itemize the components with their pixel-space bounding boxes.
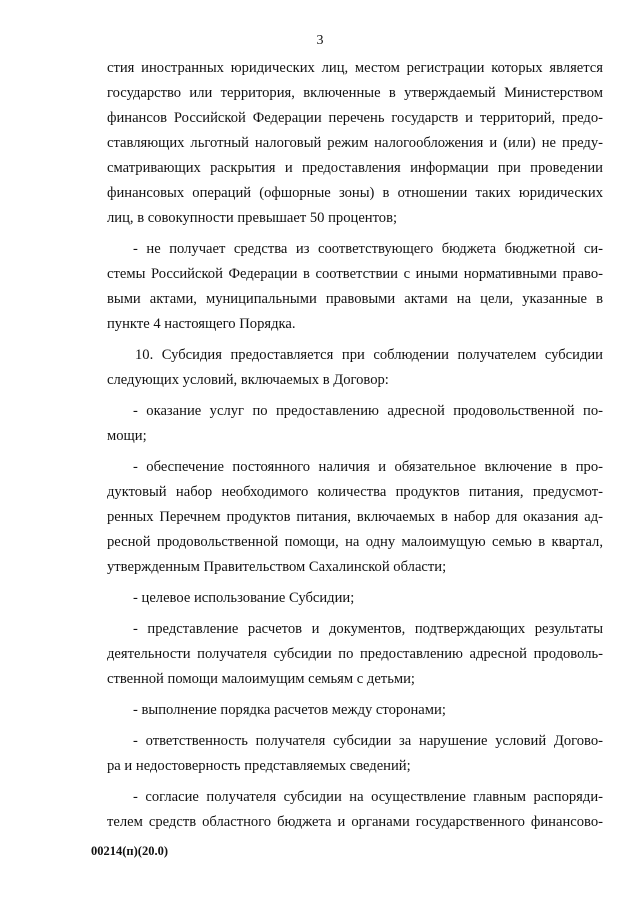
text-line: - согласие получателя субсидии на осуществление главным распоряди- xyxy=(133,789,603,805)
text-line: ресной продовольственной помощи, на одну малоимущую семью в квартал, xyxy=(107,534,603,550)
text-line: стемы Российской Федерации в соответствии с иными нормативными право- xyxy=(107,266,603,282)
text-line: сматривающих раскрытия и предоставления информации при проведении xyxy=(107,160,603,176)
text-line: выми актами, муниципальными правовыми актами на цели, указанные в xyxy=(107,291,603,307)
paragraph-dash xyxy=(107,237,603,337)
text-line: - выполнение порядка расчетов между сторонами; xyxy=(133,702,446,718)
text-line: утвержденным Правительством Сахалинской области; xyxy=(107,559,447,575)
document-body xyxy=(107,56,603,835)
text-line: ренных Перечнем продуктов питания, включаемых в набор для оказания ад- xyxy=(107,509,603,525)
paragraph-dash xyxy=(107,399,603,449)
text-line: - представление расчетов и документов, подтверждающих результаты xyxy=(133,621,603,637)
text-line: - целевое использование Субсидии; xyxy=(133,590,355,606)
text-line: дуктовый набор необходимого количества продуктов питания, предусмот- xyxy=(107,484,603,500)
text-line: ставляющих льготный налоговый режим налогообложения и (или) не преду- xyxy=(107,135,603,151)
text-line: - не получает средства из соответствующего бюджета бюджетной си- xyxy=(133,241,603,257)
paragraph-dash xyxy=(107,455,603,580)
text-line: пункте 4 настоящего Порядка. xyxy=(107,316,296,332)
paragraph-continuation xyxy=(107,56,603,231)
text-line: стия иностранных юридических лиц, местом регистрации которых является xyxy=(107,60,603,76)
text-line: ра и недостоверность представляемых сведений; xyxy=(107,758,411,774)
paragraph-dash xyxy=(107,729,603,779)
text-line: финансовых операций (офшорные зоны) в отношении таких юридических xyxy=(107,185,603,201)
text-line: 10. Субсидия предоставляется при соблюдении получателем субсидии xyxy=(135,347,603,363)
text-line: - ответственность получателя субсидии за нарушение условий Догово- xyxy=(133,733,603,749)
page-number: 3 xyxy=(316,33,324,48)
text-line: мощи; xyxy=(107,428,147,444)
paragraph-dash xyxy=(107,785,603,835)
text-line: деятельности получателя субсидии по предоставлению адресной продоволь- xyxy=(107,646,603,662)
paragraph-dash xyxy=(107,698,603,723)
paragraph-dash xyxy=(107,617,603,692)
text-line: государство или территория, включенные в утверждаемый Министерством xyxy=(107,85,603,101)
document-footer-code: 00214(п)(20.0) xyxy=(91,844,168,858)
text-line: телем средств областного бюджета и органами государственного финансово- xyxy=(107,814,603,830)
text-line: следующих условий, включаемых в Договор: xyxy=(107,372,389,388)
text-line: финансов Российской Федерации перечень государств и территорий, предо- xyxy=(107,110,603,126)
paragraph-dash xyxy=(107,586,603,611)
text-line: лиц, в совокупности превышает 50 процентов; xyxy=(107,210,398,226)
text-line: ственной помощи малоимущим семьям с детьми; xyxy=(107,671,415,687)
text-line: - оказание услуг по предоставлению адресной продовольственной по- xyxy=(133,403,603,419)
paragraph-numbered xyxy=(107,343,603,393)
text-line: - обеспечение постоянного наличия и обязательное включение в про- xyxy=(133,459,603,475)
